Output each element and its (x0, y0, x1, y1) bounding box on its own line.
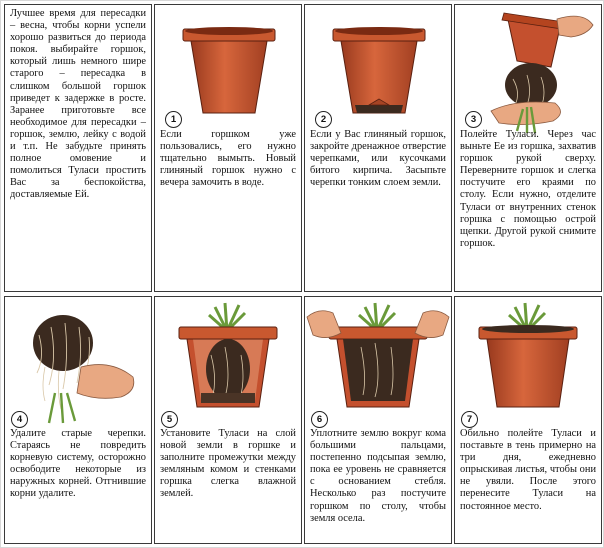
step-7-cell (454, 296, 602, 544)
step-number-badge: 2 (315, 111, 332, 128)
step-5-text: Установите Туласи на слой новой земли в горшке и заполните промежутки между земляным комом и стенками горшка слегка влажной землей. (160, 428, 296, 500)
step-number-badge: 7 (461, 411, 478, 428)
step-number-badge: 3 (465, 111, 482, 128)
step-4-text: Удалите старые черепки. Стараясь не повредить корневую систему, осторожно освободите некоторые из наружных корней. Отгнившие корни удалите. (10, 428, 146, 500)
root-ball-icon (5, 297, 151, 427)
step-1-text: Если горшком уже пользовались, его нужно тщательно вымыть. Новый глиняный горшок нужно с вечера замочить в воде. (160, 129, 296, 189)
step-3-text: Полейте Туласи. Через час выньте Ее из горшка, захватив горшок рукой сверху. Переверните горшок и слегка постучите его краями по столу. Если нужно, отделите Туласи от внутренних стенок горшка с помощью острой щепки. Другой рукой снимите горшок. (460, 129, 596, 249)
hand-icon (305, 297, 451, 427)
intro-text: Лучшее время для пересадки – весна, чтобы корни успели хорошо развиться до периода покоя. выбирайте горшок, который лишь немного шире старого – пересадка в слишком большой горшок приведет к задержке в росте. Заранее приготовьте все необходимое для пересадки – горшок, землю, лейку с водой и т.п. Не забудьте принять полное омовение и помолиться Туласи простить Вас за беспокойства, доставляемые Ей. (10, 8, 146, 201)
step-4-cell (4, 296, 152, 544)
intro-cell (4, 4, 152, 292)
step-5-cell (154, 296, 302, 544)
step-3-cell (454, 4, 602, 292)
tulasi-plant-icon (155, 297, 301, 427)
step-7-text: Обильно полейте Туласи и поставьте в тень примерно на три дня, ежедневно опрыскивая листья, чтобы они не увяли. После этого перенесите Туласи на постоянное место. (460, 428, 596, 512)
step-1-cell (154, 4, 302, 292)
step-2-text: Если у Вас глиняный горшок, закройте дренажное отверстие черепками, или кусочками битого кирпича. Засыпьте черепки тонким слоем земли. (310, 129, 446, 189)
step-number-badge: 5 (161, 411, 178, 428)
step-2-cell (304, 4, 452, 292)
flower-pot-icon (455, 297, 601, 427)
steps-grid (4, 4, 602, 546)
step-number-badge: 6 (311, 411, 328, 428)
step-6-text: Уплотните землю вокруг кома большими пальцами, постепенно подсыпая землю, пока ее уровень не сравняется с основанием стебля. Несколько раз постучите горшком по столу, чтобы земля осела. (310, 428, 446, 524)
step-number-badge: 4 (11, 411, 28, 428)
step-number-badge: 1 (165, 111, 182, 128)
step-6-cell (304, 296, 452, 544)
